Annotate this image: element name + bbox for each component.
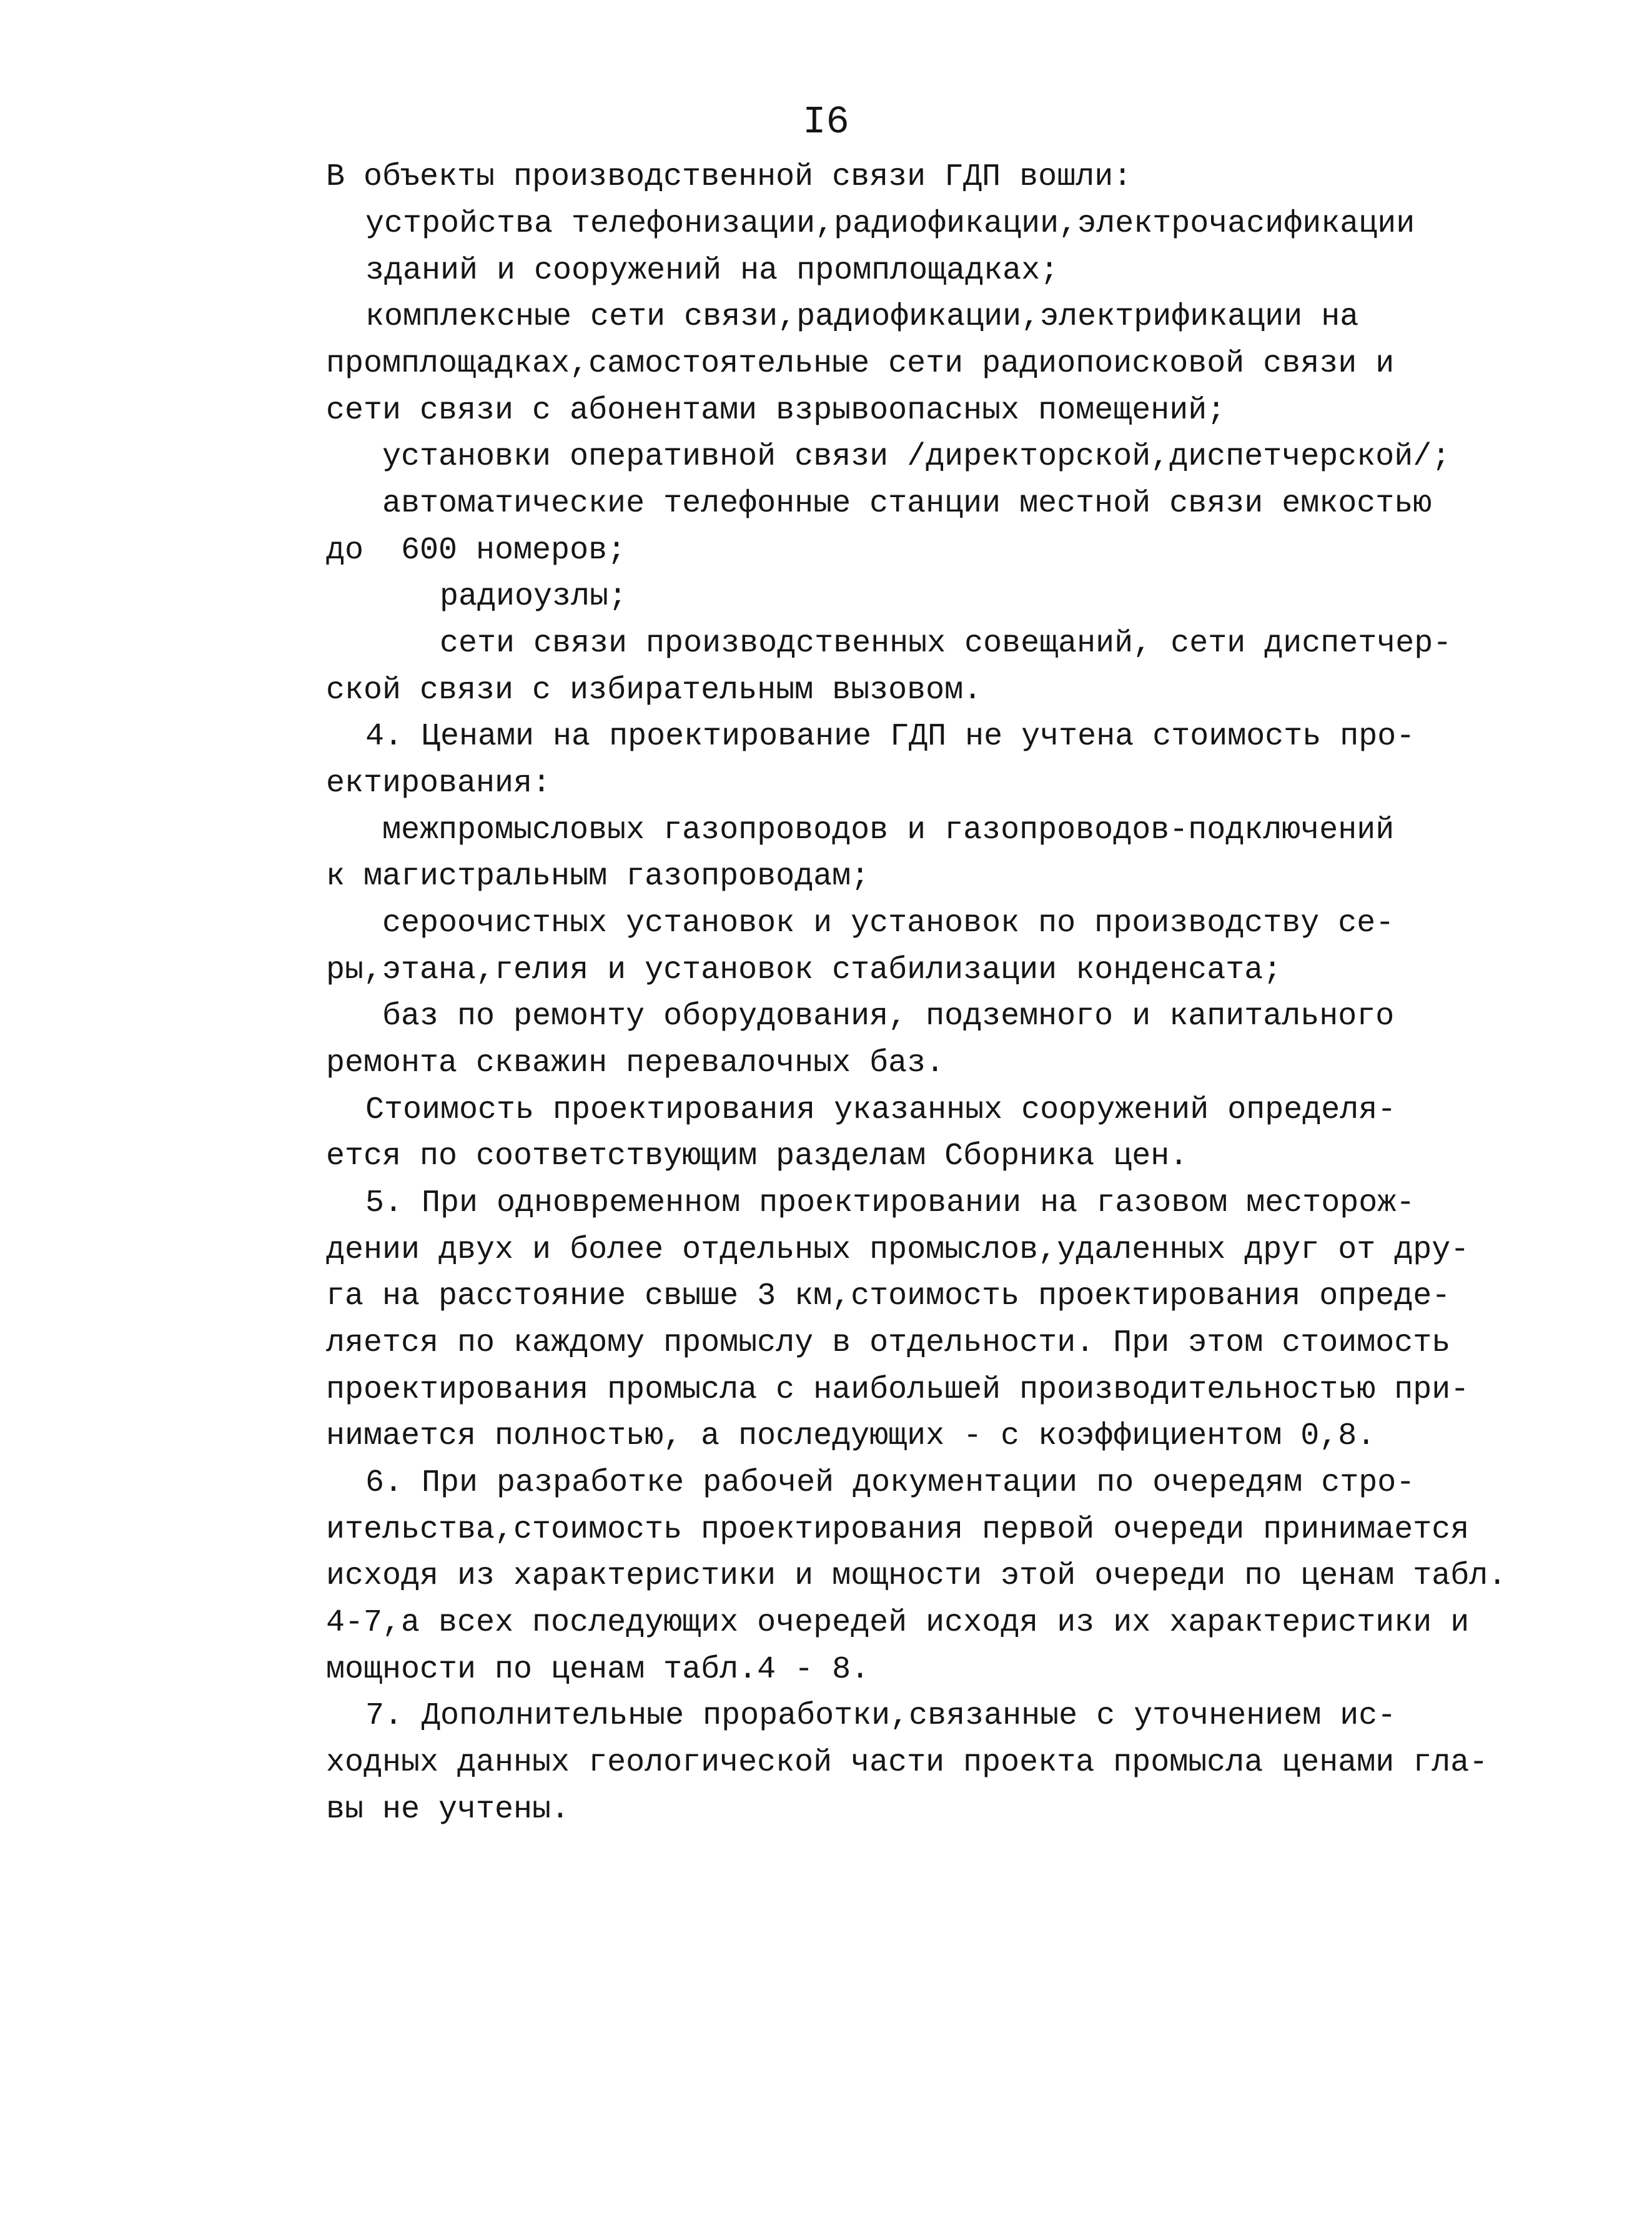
text-line: к магистральным газопроводам; [326, 859, 870, 894]
text-line: проектирования промысла с наибольшей производительностью при- [326, 1372, 1470, 1408]
text-line: комплексные сети связи,радиофикации,электрификации на [365, 299, 1359, 335]
text-line: ры,этана,гелия и установок стабилизации конденсата; [326, 952, 1282, 988]
text-line: межпромысловых газопроводов и газопроводов-подключений [382, 813, 1395, 848]
text-line: исходя из характеристики и мощности этой очереди по ценам табл. [326, 1558, 1507, 1594]
text-line: радиоузлы; [440, 579, 628, 615]
text-line: ется по соответствующим разделам Сборника цен. [326, 1139, 1189, 1174]
text-line: зданий и сооружений на промплощадках; [365, 253, 1059, 289]
text-line: Стоимость проектирования указанных сооружений определя- [365, 1092, 1397, 1128]
text-line: устройства телефонизации,радиофикации,электрочасификации [365, 206, 1415, 242]
text-line: промплощадках,самостоятельные сети радиопоисковой связи и [326, 346, 1395, 382]
text-line: автоматические телефонные станции местной связи емкостью [382, 486, 1432, 521]
text-line: сети связи производственных совещаний, сети диспетчер- [440, 626, 1452, 661]
text-line: ходных данных геологической части проекта промысла ценами гла- [326, 1745, 1488, 1781]
text-line: сероочистных установок и установок по производству се- [382, 906, 1395, 941]
text-line: баз по ремонту оборудования, подземного и капитального [382, 999, 1395, 1034]
text-line: вы не учтены. [326, 1792, 570, 1827]
text-line: 4-7,а всех последующих очередей исходя из их характеристики и [326, 1605, 1470, 1641]
text-line: 7. Дополнительные проработки,связанные с уточнением ис- [365, 1698, 1397, 1734]
text-line: га на расстояние свыше 3 км,стоимость проектирования опреде- [326, 1278, 1451, 1314]
text-line: ремонта скважин перевалочных баз. [326, 1045, 945, 1081]
text-line: В объекты производственной связи ГДП вошли: [326, 159, 1132, 195]
text-line: ектирования: [326, 766, 551, 801]
text-line: установки оперативной связи /директорской,диспетчерской/; [382, 439, 1451, 475]
text-line: мощности по ценам табл.4 - 8. [326, 1652, 870, 1688]
text-line: ской связи с избирательным вызовом. [326, 673, 982, 708]
text-line: до 600 номеров; [326, 533, 626, 568]
text-line: дении двух и более отдельных промыслов,удаленных друг от дру- [326, 1232, 1470, 1268]
text-line: 4. Ценами на проектирование ГДП не учтена стоимость про- [365, 719, 1415, 754]
page-number: I6 [803, 100, 849, 144]
text-line: 5. При одновременном проектировании на газовом месторож- [365, 1185, 1415, 1221]
text-line: ительства,стоимость проектирования первой очереди принимается [326, 1512, 1470, 1548]
text-line: сети связи с абонентами взрывоопасных помещений; [326, 393, 1226, 428]
text-line: 6. При разработке рабочей документации по очередям стро- [365, 1465, 1415, 1501]
text-line: ляется по каждому промыслу в отдельности. При этом стоимость [326, 1325, 1451, 1361]
text-line: нимается полностью, а последующих - с коэффициентом 0,8. [326, 1418, 1376, 1454]
